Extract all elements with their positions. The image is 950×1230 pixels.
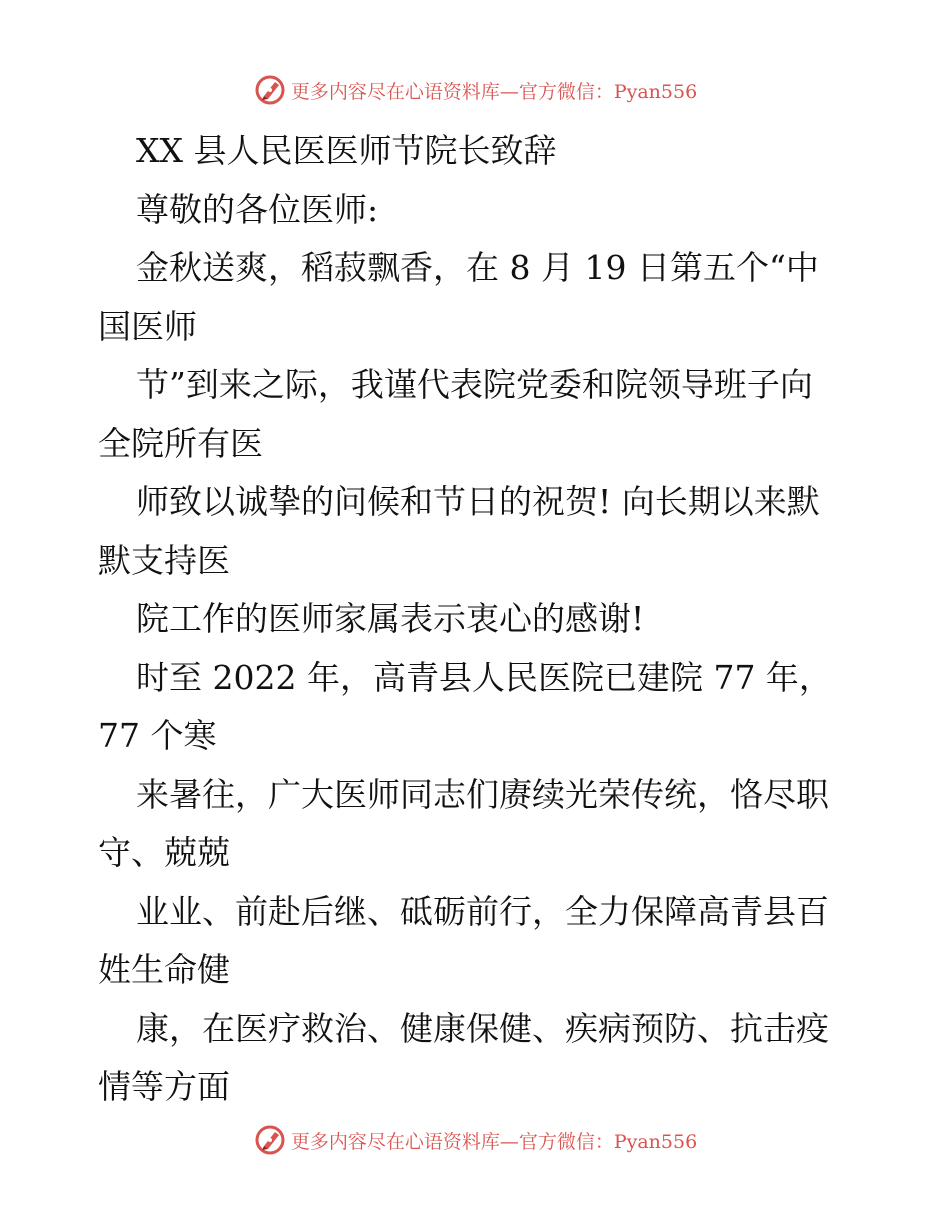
text-line: 情等方面	[98, 1067, 230, 1106]
watermark-text: 更多内容尽在心语资料库—官方微信：Pyan556	[290, 1130, 698, 1153]
text-line: 康，在医疗救治、健康保健、疾病预防、抗击疫	[136, 1008, 829, 1048]
pen-circle-logo-icon	[253, 73, 287, 107]
text-line: 来暑往，广大医师同志们赓续光荣传统，恪尽职	[136, 774, 829, 814]
document-body	[98, 122, 858, 1117]
text-line: 业业、前赴后继、砥砺前行，全力保障高青县百	[136, 891, 829, 931]
text-line: 时至 2022 年，高青县人民医院已建院 77 年，	[136, 657, 832, 697]
header-watermark	[0, 70, 950, 110]
footer-watermark	[0, 1120, 950, 1160]
text-line: 节”到来之际，我谨代表院党委和院领导班子向	[136, 365, 813, 404]
text-line: 国医师	[98, 306, 197, 346]
text-line: 77 个寒	[98, 716, 217, 755]
text-line: 守、兢兢	[98, 833, 230, 872]
text-line: 金秋送爽，稻菽飘香，在 8 月 19 日第五个“中	[136, 248, 819, 287]
text-line: 院工作的医师家属表示衷心的感谢!	[136, 599, 645, 638]
watermark-text: 更多内容尽在心语资料库—官方微信：Pyan556	[290, 80, 698, 103]
text-line: 师致以诚挚的问候和节日的祝贺! 向长期以来默	[136, 482, 820, 521]
text-line: 默支持医	[98, 540, 230, 580]
salutation: 尊敬的各位医师:	[136, 189, 379, 229]
text-line: 全院所有医	[98, 423, 263, 463]
text-line: 姓生命健	[98, 950, 230, 989]
document-title: XX 县人民医医师节院长致辞	[136, 131, 557, 170]
pen-circle-logo-icon	[253, 1123, 287, 1157]
